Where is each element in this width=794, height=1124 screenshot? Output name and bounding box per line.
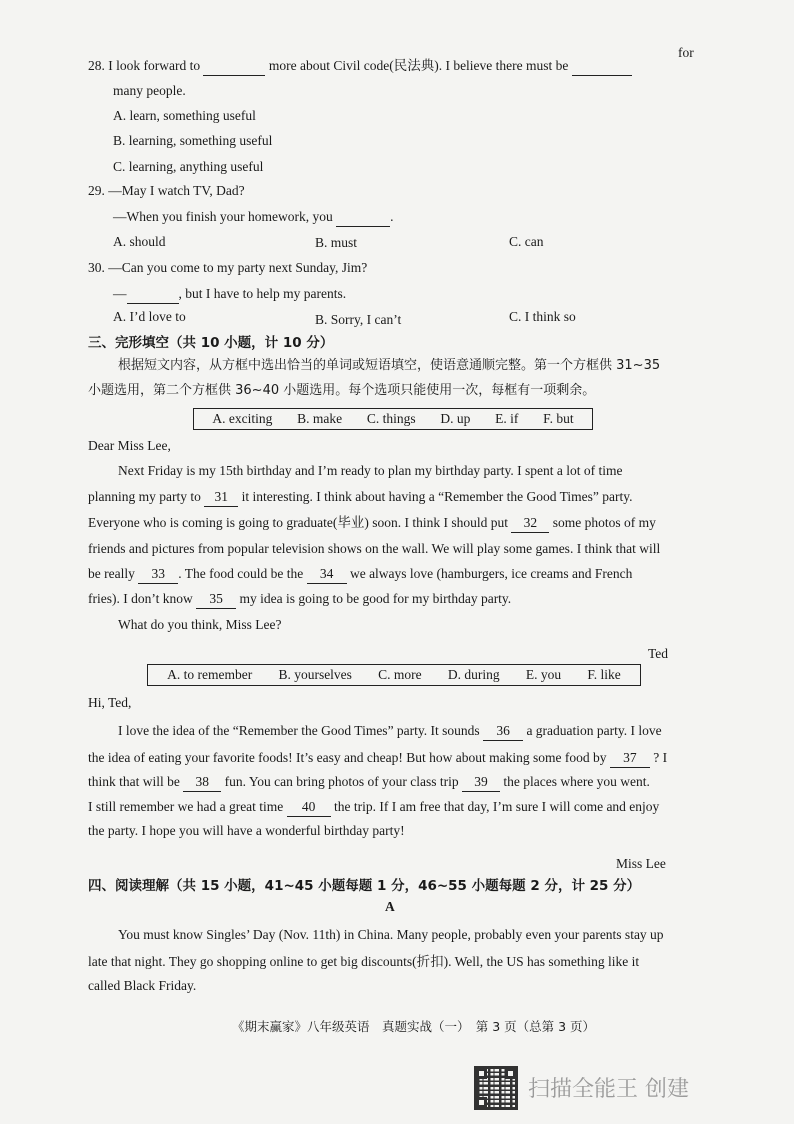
- blank-39[interactable]: 39: [462, 773, 500, 792]
- letter1-question: What do you think, Miss Lee?: [118, 617, 282, 632]
- section3-instruction-1: 根据短文内容，从方框中选出恰当的单词或短语填空，使语意通顺完整。第一个方框供 31~35: [118, 358, 661, 373]
- letter2-line2: [88, 749, 667, 768]
- letter2-signature: Miss Lee: [616, 856, 666, 871]
- q30-blank[interactable]: [127, 285, 179, 304]
- letter1-line1: Next Friday is my 15th birthday and I’m ready to plan my birthday party. I spent a lot of time: [118, 463, 623, 478]
- word-box-1: [193, 408, 593, 430]
- letter2-text: ? I: [653, 750, 668, 765]
- letter1-text: . The food could be the: [178, 566, 304, 581]
- word-box-2: [147, 664, 641, 686]
- q28-for: for: [678, 45, 694, 60]
- letter1-line6: [88, 590, 511, 609]
- blank-37[interactable]: 37: [610, 749, 650, 768]
- q28-option-b[interactable]: B. learning, something useful: [113, 133, 273, 148]
- section4-heading: 四、阅读理解（共 15 小题，41~45 小题每题 1 分，46~55 小题每题 2 分，计 25 分）: [88, 878, 641, 894]
- letter1-text: my idea is going to be good for my birthday party.: [239, 591, 512, 606]
- blank-32[interactable]: 32: [511, 514, 549, 533]
- box2-option-d: D. during: [447, 667, 500, 682]
- letter1-line4: friends and pictures from popular television shows on the wall. We will play some games. I think that will: [88, 541, 661, 556]
- letter1-line2: [88, 488, 633, 507]
- blank-38[interactable]: 38: [183, 773, 221, 792]
- qr-finder: [476, 1097, 487, 1108]
- box1-option-d: D. up: [440, 411, 471, 426]
- box2-option-c: C. more: [378, 667, 422, 682]
- q29-option-b[interactable]: B. must: [315, 235, 358, 250]
- section3-instruction-2: 小题选用，第二个方框供 36~40 小题选用。每个选项只能使用一次，每框有一项剩余。: [88, 383, 596, 398]
- q29-option-c[interactable]: C. can: [509, 234, 544, 249]
- q28-option-c[interactable]: C. learning, anything useful: [113, 159, 264, 174]
- letter1-text: some photos of my: [552, 515, 656, 530]
- q30-option-c[interactable]: C. I think so: [509, 309, 576, 324]
- q29-text-b: .: [390, 209, 394, 224]
- qr-code-icon: [474, 1066, 518, 1110]
- q29-line1: 29. —May I watch TV, Dad?: [88, 183, 245, 198]
- page-footer: 《期末赢家》八年级英语 真题实战（一） 第 3 页（总第 3 页）: [232, 1019, 596, 1034]
- letter1-signature: Ted: [648, 646, 669, 661]
- scanner-watermark: 扫描全能王 创建: [528, 1077, 689, 1102]
- letter1-text: we always love (hamburgers, ice creams and French: [349, 566, 633, 581]
- letter1-text: fries). I don’t know: [88, 591, 193, 606]
- qr-finder: [476, 1068, 487, 1079]
- box2-option-e: E. you: [525, 667, 562, 682]
- box1-option-c: C. things: [366, 411, 416, 426]
- q28-line2: many people.: [113, 83, 186, 98]
- q28-text-a: 28. I look forward to: [88, 58, 201, 73]
- letter2-line5: the party. I hope you will have a wonderful birthday party!: [88, 823, 405, 838]
- q30-line1: 30. —Can you come to my party next Sunday, Jim?: [88, 260, 368, 275]
- blank-40[interactable]: 40: [287, 798, 331, 817]
- blank-33[interactable]: 33: [138, 565, 178, 584]
- passage-line3: called Black Friday.: [88, 978, 197, 993]
- q28-blank-2[interactable]: [572, 57, 632, 76]
- blank-36[interactable]: 36: [483, 722, 523, 741]
- box2-option-a: A. to remember: [167, 667, 253, 682]
- letter2-line3: [88, 773, 650, 792]
- blank-35[interactable]: 35: [196, 590, 236, 609]
- box1-option-f: F. but: [543, 411, 574, 426]
- q30-text-a: —: [113, 286, 127, 301]
- box1-option-e: E. if: [495, 411, 519, 426]
- letter1-text: be really: [88, 566, 135, 581]
- letter1-text: it interesting. I think about having a “Remember the Good Times” party.: [241, 489, 633, 504]
- q30-option-a[interactable]: A. I’d love to: [113, 309, 186, 324]
- passage-label: A: [385, 899, 395, 914]
- letter2-text: I still remember we had a great time: [88, 799, 284, 814]
- letter2-text: I love the idea of the “Remember the Good Times” party. It sounds: [118, 723, 480, 738]
- letter2-text: the idea of eating your favorite foods! It’s easy and cheap! But how about making some food by: [88, 750, 607, 765]
- letter2-line4: [88, 798, 659, 817]
- passage-line2: late that night. They go shopping online to get big discounts(折扣). Well, the US has something like it: [88, 954, 640, 969]
- q28-blank-1[interactable]: [203, 57, 265, 76]
- section3-heading: 三、完形填空（共 10 小题，计 10 分）: [88, 335, 334, 351]
- letter1-line5: [88, 565, 632, 584]
- letter1-text: planning my party to: [88, 489, 201, 504]
- q29-option-a[interactable]: A. should: [113, 234, 166, 249]
- q29-line2: [113, 208, 393, 227]
- letter2-text: think that will be: [88, 774, 180, 789]
- letter2-text: a graduation party. I love: [526, 723, 662, 738]
- q29-blank[interactable]: [336, 208, 390, 227]
- box2-option-f: F. like: [587, 667, 621, 682]
- letter1-line3: [88, 514, 656, 533]
- q30-line2: [113, 285, 346, 304]
- blank-34[interactable]: 34: [307, 565, 347, 584]
- blank-31[interactable]: 31: [204, 488, 238, 507]
- q28-line1: [88, 57, 632, 76]
- q30-option-b[interactable]: B. Sorry, I can’t: [315, 312, 402, 327]
- letter2-text: the places where you went.: [503, 774, 650, 789]
- letter1-text: Everyone who is coming is going to graduate(毕业) soon. I think I should put: [88, 515, 508, 530]
- letter2-greeting: Hi, Ted,: [88, 695, 132, 710]
- q30-text-b: , but I have to help my parents.: [178, 286, 347, 301]
- qr-finder: [505, 1068, 516, 1079]
- passage-line1: You must know Singles’ Day (Nov. 11th) in China. Many people, probably even your parents stay up: [118, 927, 664, 942]
- q28-text-b: more about Civil code(民法典). I believe there must be: [268, 58, 569, 73]
- letter2-text: fun. You can bring photos of your class trip: [224, 774, 459, 789]
- q29-text-a: —When you finish your homework, you: [113, 209, 333, 224]
- box1-option-b: B. make: [297, 411, 343, 426]
- q28-option-a[interactable]: A. learn, something useful: [113, 108, 256, 123]
- box1-option-a: A. exciting: [212, 411, 273, 426]
- box2-option-b: B. yourselves: [278, 667, 352, 682]
- letter2-text: the trip. If I am free that day, I’m sure I will come and enjoy: [334, 799, 660, 814]
- letter1-greeting: Dear Miss Lee,: [88, 438, 171, 453]
- letter2-line1: [118, 722, 662, 741]
